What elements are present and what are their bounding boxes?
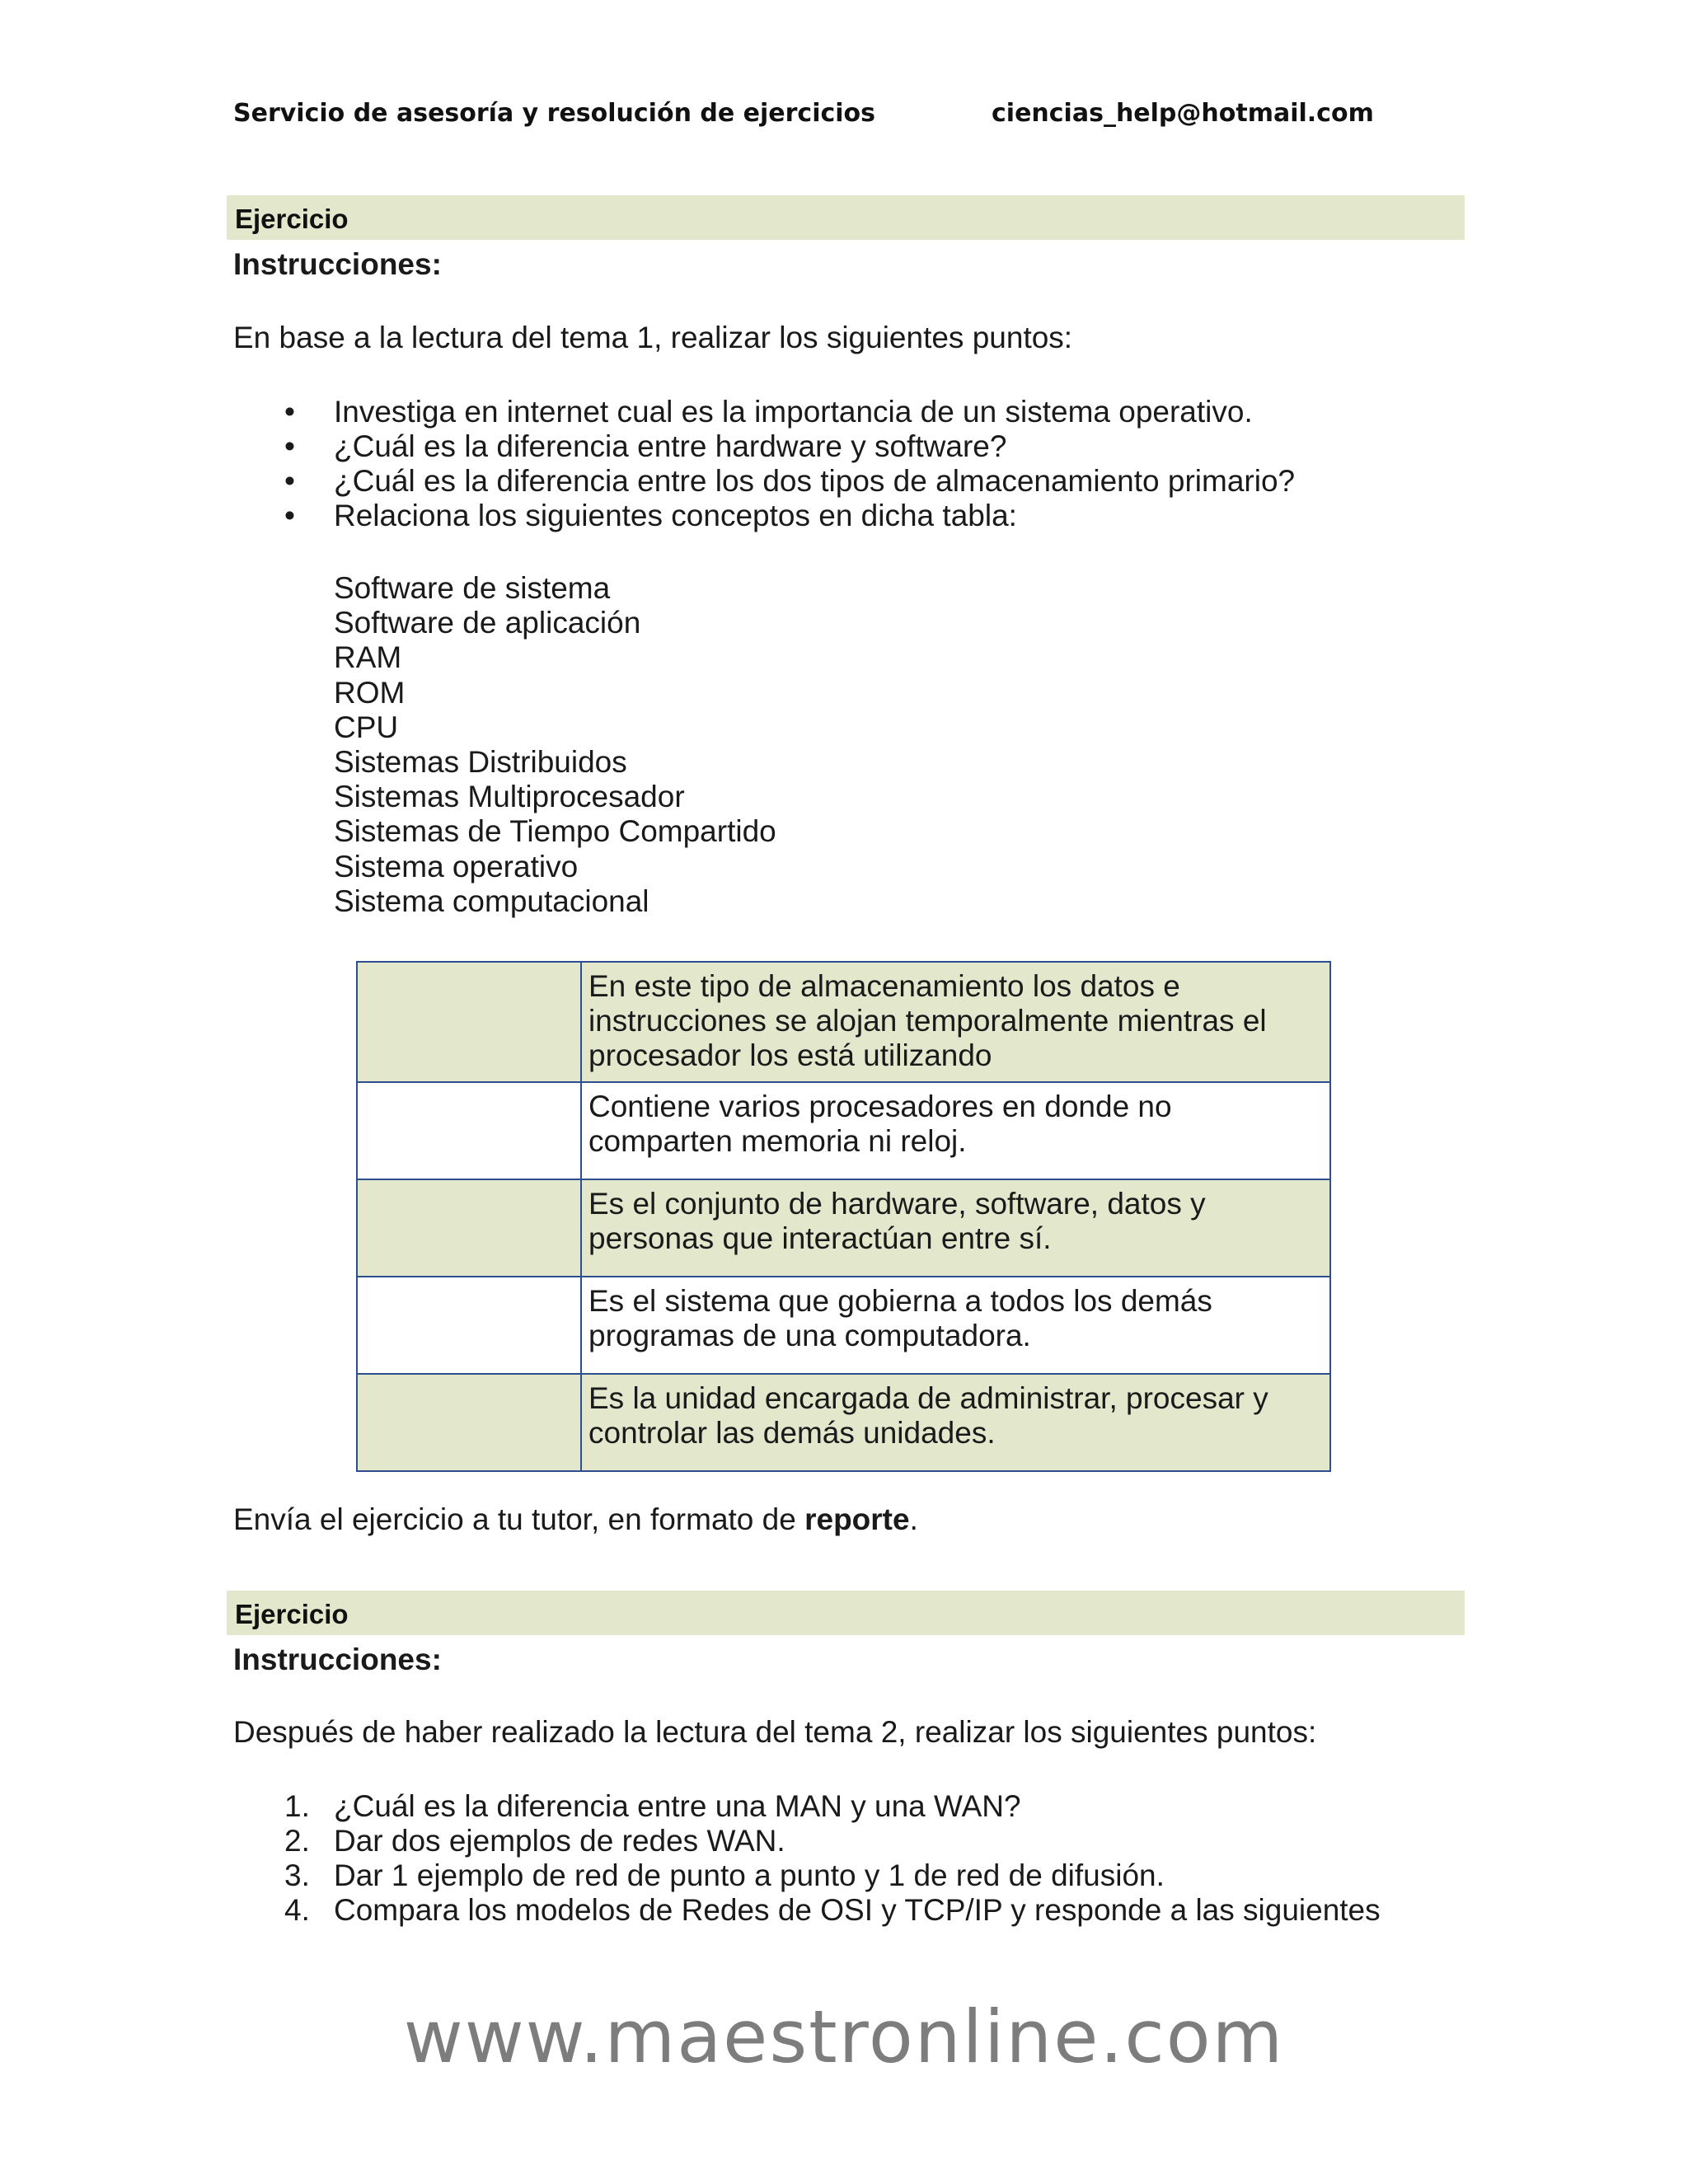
exercise-band-1 bbox=[227, 195, 1465, 240]
list-number: 4. bbox=[284, 1893, 310, 1927]
answer-cell bbox=[357, 962, 581, 1082]
answer-cell bbox=[357, 1179, 581, 1277]
exercise-band-label-1: Ejercicio bbox=[235, 204, 349, 234]
list-item-text: Dar dos ejemplos de redes WAN. bbox=[334, 1824, 785, 1858]
bullet-icon: • bbox=[284, 429, 295, 463]
instructions-title-2: Instrucciones: bbox=[233, 1643, 442, 1676]
list-item bbox=[284, 1789, 1381, 1824]
description-cell: Contiene varios procesadores en donde no comparten memoria ni reloj. bbox=[581, 1082, 1330, 1179]
send-prefix: Envía el ejercicio a tu tutor, en formato de bbox=[233, 1502, 805, 1536]
exercise-band-2 bbox=[227, 1591, 1465, 1635]
concept-item: Sistemas de Tiempo Compartido bbox=[334, 814, 776, 849]
concept-item: CPU bbox=[334, 710, 399, 744]
list-item bbox=[284, 464, 1295, 499]
bullet-list bbox=[284, 395, 1295, 533]
concept-matching-table bbox=[356, 961, 1331, 1472]
send-format-bold: reporte bbox=[804, 1502, 910, 1536]
description-cell: En este tipo de almacenamiento los datos e instrucciones se alojan temporalmente mientras el procesador los está utilizando bbox=[581, 962, 1330, 1082]
list-item-text: ¿Cuál es la diferencia entre una MAN y una WAN? bbox=[334, 1789, 1021, 1823]
bullet-icon: • bbox=[284, 499, 295, 532]
list-item-text: ¿Cuál es la diferencia entre hardware y software? bbox=[334, 429, 1007, 463]
send-instruction bbox=[233, 1502, 918, 1537]
table-row bbox=[357, 962, 1330, 1082]
concept-item: Sistema computacional bbox=[334, 883, 649, 918]
list-item bbox=[284, 1893, 1381, 1928]
description-cell: Es la unidad encargada de administrar, procesar y controlar las demás unidades. bbox=[581, 1374, 1330, 1471]
table-row bbox=[357, 1277, 1330, 1374]
list-item-text: ¿Cuál es la diferencia entre los dos tipos de almacenamiento primario? bbox=[334, 464, 1296, 498]
concept-item: Sistemas Multiprocesador bbox=[334, 780, 685, 814]
instructions-title-1: Instrucciones: bbox=[233, 247, 442, 281]
list-item-text: Compara los modelos de Redes de OSI y TCP/IP y responde a las siguientes bbox=[334, 1893, 1381, 1927]
footer-website: www.maestronline.com bbox=[403, 1994, 1285, 2079]
list-item-text: Dar 1 ejemplo de red de punto a punto y 1 de red de difusión. bbox=[334, 1858, 1165, 1892]
intro-text-1: En base a la lectura del tema 1, realizar los siguientes puntos: bbox=[233, 321, 1073, 354]
description-cell: Es el conjunto de hardware, software, datos y personas que interactúan entre sí. bbox=[581, 1179, 1330, 1277]
header-email: ciencias_help@hotmail.com bbox=[992, 99, 1374, 128]
header-service-title: Servicio de asesoría y resolución de ejercicios bbox=[233, 99, 876, 128]
list-item bbox=[284, 395, 1295, 429]
numbered-list bbox=[284, 1789, 1381, 1928]
concept-item: Software de aplicación bbox=[334, 606, 641, 640]
list-item bbox=[284, 1858, 1381, 1893]
bullet-icon: • bbox=[284, 395, 295, 429]
concept-item: ROM bbox=[334, 675, 406, 710]
list-number: 3. bbox=[284, 1858, 310, 1892]
intro-text-2: Después de haber realizado la lectura del tema 2, realizar los siguientes puntos: bbox=[233, 1715, 1317, 1749]
concept-list bbox=[334, 571, 776, 919]
table-row bbox=[357, 1179, 1330, 1277]
bullet-icon: • bbox=[284, 464, 295, 498]
concept-item: Sistema operativo bbox=[334, 849, 579, 883]
list-item bbox=[284, 429, 1295, 464]
table-row bbox=[357, 1374, 1330, 1471]
description-cell: Es el sistema que gobierna a todos los demás programas de una computadora. bbox=[581, 1277, 1330, 1374]
answer-cell bbox=[357, 1082, 581, 1179]
list-item-text: Investiga en internet cual es la importancia de un sistema operativo. bbox=[334, 395, 1253, 429]
list-item-text: Relaciona los siguientes conceptos en dicha tabla: bbox=[334, 499, 1017, 532]
list-item bbox=[284, 1824, 1381, 1858]
table-row bbox=[357, 1082, 1330, 1179]
exercise-band-label-2: Ejercicio bbox=[235, 1599, 349, 1629]
answer-cell bbox=[357, 1277, 581, 1374]
list-number: 1. bbox=[284, 1789, 310, 1823]
concept-item: RAM bbox=[334, 640, 402, 675]
send-suffix: . bbox=[909, 1502, 918, 1536]
answer-cell bbox=[357, 1374, 581, 1471]
list-item bbox=[284, 499, 1295, 533]
concept-item: Software de sistema bbox=[334, 571, 611, 605]
list-number: 2. bbox=[284, 1824, 310, 1858]
concept-item: Sistemas Distribuidos bbox=[334, 745, 627, 780]
page-header bbox=[233, 99, 1387, 128]
